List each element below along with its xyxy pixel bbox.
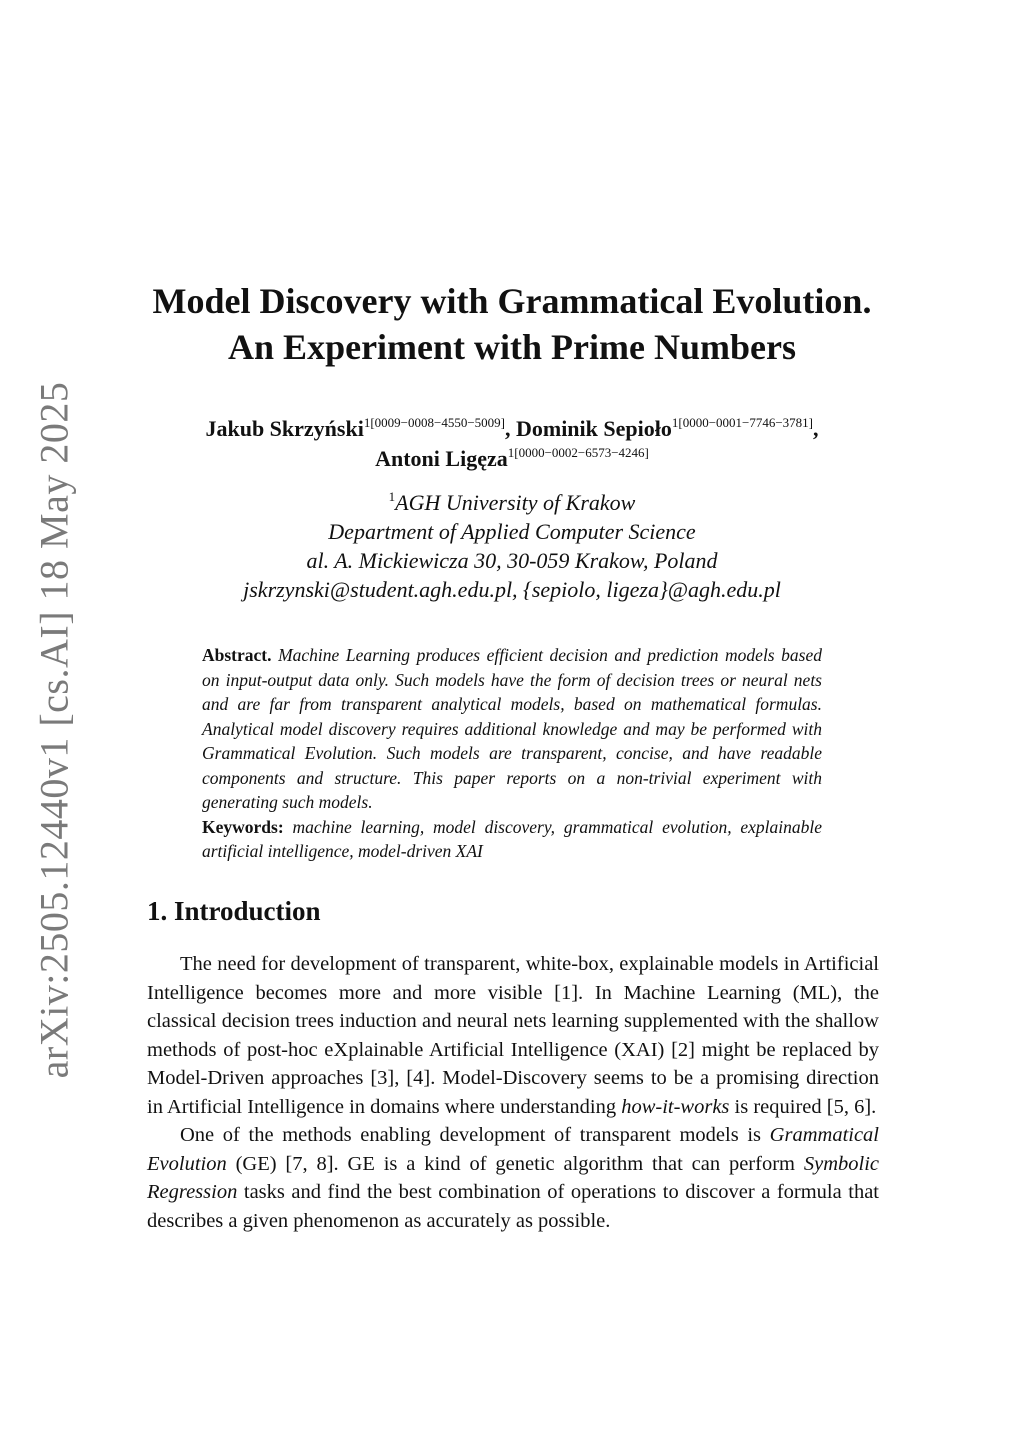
author-orcid: 1[0000−0002−6573−4246] bbox=[507, 445, 649, 460]
keywords-label: Keywords: bbox=[202, 816, 284, 837]
paper-title bbox=[0, 278, 1024, 370]
body-paragraph: One of the methods enabling development of transparent models is Grammatical Evolution (GE) [7, 8]. GE is a kind of genetic algorithm that can perform Symbolic Regression tasks and find the best combination of operations to discover a formula that describes a given phenomenon as accurately as possible. bbox=[147, 1124, 879, 1232]
author-orcid: 1[0000−0001−7746−3781] bbox=[671, 415, 814, 430]
author-name: Antoni Ligęza bbox=[375, 446, 508, 471]
section-body bbox=[147, 950, 879, 1235]
arxiv-identifier-stamp: arXiv:2505.12440v1 [cs.AI] 18 May 2025 bbox=[31, 381, 77, 1079]
section-heading: 1. Introduction bbox=[147, 896, 321, 926]
abstract-label: Abstract. bbox=[202, 645, 272, 665]
abstract-block bbox=[202, 643, 822, 864]
keywords-paragraph bbox=[202, 815, 822, 864]
author-orcid: 1[0009−0008−4550−5009] bbox=[363, 415, 505, 430]
title-line-1: Model Discovery with Grammatical Evolution. bbox=[152, 281, 872, 321]
affiliation-address: al. A. Mickiewicza 30, 30-059 Krakow, Poland bbox=[306, 548, 718, 573]
affiliation-block bbox=[0, 488, 1024, 604]
title-line-2: An Experiment with Prime Numbers bbox=[228, 327, 796, 367]
abstract-text: Machine Learning produces efficient decision and prediction models based on input-output data only. Such models have the form of decision trees or neural nets and are far from transparent analytical models, based on mathematical formulas. Analytical model discovery requires additional knowledge and may be performed with Grammatical Evolution. Such models are transparent, concise, and have readable components and structure. This paper reports on a non-trivial experiment with generating such models. bbox=[202, 645, 823, 812]
author-name: Dominik Sepioło bbox=[515, 416, 672, 441]
author-name: Jakub Skrzyński bbox=[205, 416, 364, 441]
keywords-text: machine learning, model discovery, grammatical evolution, explainable artificial intelligence, model-driven XAI bbox=[202, 816, 822, 861]
authors-line-1: Jakub Skrzyński$^{1[0009-0008-4550-5009]}$, Dominik Sepioło$^{1[0000-0001-7746-3781]}$, bbox=[205, 415, 819, 441]
affiliation-department: Department of Applied Computer Science bbox=[328, 519, 696, 544]
abstract-paragraph bbox=[202, 643, 822, 815]
affiliation-marker: 1 bbox=[388, 489, 396, 504]
body-paragraph: The need for development of transparent, white-box, explainable models in Artificial Intelligence becomes more and more visible [1]. In Machine Learning (ML), the classical decision trees induction and neural nets learning supplemented with the shallow methods of post-hoc eXplainable Artificial Intelligence (XAI) [2] might be replaced by Model-Driven approaches [3], [4]. Model-Discovery seems to be a promising direction in Artificial Intelligence in domains where understanding how-it-works is required [5, 6]. bbox=[147, 953, 879, 1118]
affiliation-university: $^1$AGH University of Krakow bbox=[388, 489, 636, 515]
author-emails: jskrzynski@student.agh.edu.pl, {sepiolo, ligeza}@agh.edu.pl bbox=[243, 577, 781, 602]
author-list bbox=[0, 414, 1024, 474]
authors-line-2 bbox=[0, 444, 1024, 474]
